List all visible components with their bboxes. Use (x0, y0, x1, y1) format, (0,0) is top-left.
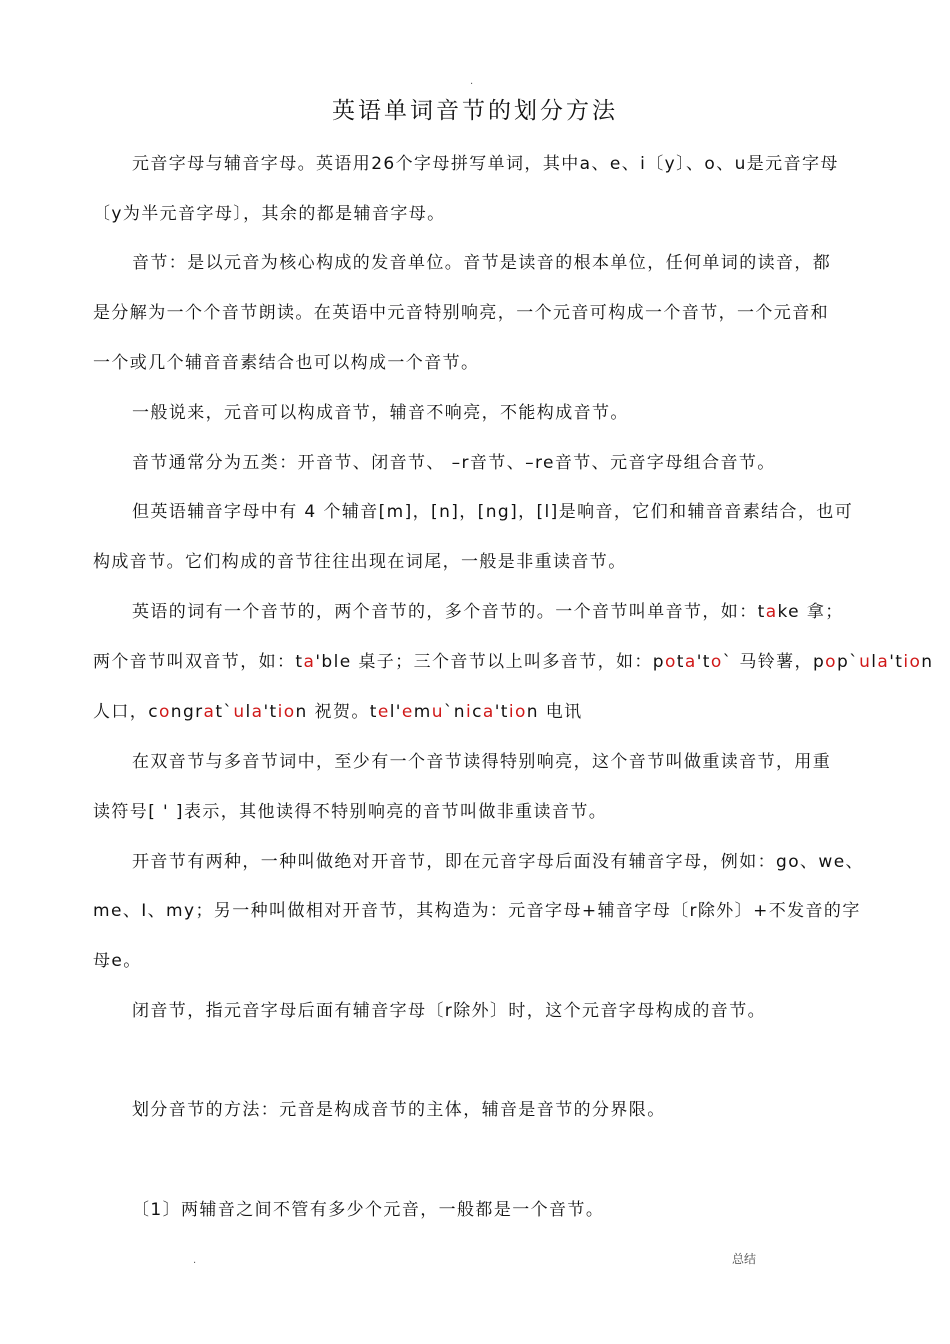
paragraph-line: 母e。 (93, 951, 142, 971)
paragraph-line: 读符号[ ' ]表示，其他读得不特别响亮的音节叫做非重读音节。 (93, 802, 608, 822)
text-run: ` 马铃薯， (722, 652, 813, 672)
paragraph-line: 一般说来，元音可以构成音节，辅音不响亮，不能构成音节。 (132, 403, 629, 423)
example-word-congratulation: congrat`ula'tion (148, 702, 308, 722)
paragraph-line: 闭音节，指元音字母后面有辅音字母〔r除外〕时，这个元音字母构成的音节。 (132, 1001, 766, 1021)
text-run: 电讯 (538, 702, 583, 722)
page-title: 英语单词音节的划分方法 (332, 98, 618, 124)
example-word-telecommunication: tel'emu`nica'tion (369, 702, 539, 722)
text-run: 英语的词有一个音节的，两个音节的，多个音节的。一个音节叫单音节，如： (132, 602, 758, 622)
paragraph-line: 在双音节与多音节词中，至少有一个音节读得特别响亮，这个音节叫做重读音节，用重 (132, 752, 832, 772)
text-run: 桌子；三个音节以上叫多音节，如： (351, 652, 653, 672)
paragraph-line: 但英语辅音字母中有 4 个辅音[m]，[n]，[ng]，[l]是响音，它们和辅音音素结合，也可 (132, 502, 854, 522)
text-run: 人口， (93, 702, 149, 722)
paragraph-line (93, 650, 934, 674)
header-mark: . (470, 76, 474, 87)
text-run: 拿； (800, 602, 844, 622)
paragraph-line: 是分解为一个个音节朗读。在英语中元音特别响亮，一个元音可构成一个音节，一个元音和 (93, 303, 829, 323)
example-word-take: take (757, 602, 801, 622)
paragraph-line (93, 700, 860, 724)
footer-text: 总结 (732, 1252, 757, 1266)
paragraph-line: 〔1〕两辅音之间不管有多少个元音，一般都是一个音节。 (132, 1200, 605, 1220)
text-run: 两个音节叫双音节，如： (93, 652, 296, 672)
paragraph-line: 〔y为半元音字母〕，其余的都是辅音字母。 (93, 204, 446, 224)
paragraph-line: 一个或几个辅音音素结合也可以构成一个音节。 (93, 353, 480, 373)
paragraph-line: 开音节有两种，一种叫做绝对开音节，即在元音字母后面没有辅音字母，例如：go、we、 (132, 852, 864, 872)
paragraph-line: 音节：是以元音为核心构成的发音单位。音节是读音的根本单位，任何单词的读音，都 (132, 253, 832, 273)
example-word-table: ta'ble (295, 652, 352, 672)
text-run: 祝贺。 (307, 702, 370, 722)
paragraph-line: me、I、my；另一种叫做相对开音节，其构造为：元音字母+辅音字母〔r除外〕+不发音的字 (93, 901, 861, 921)
paragraph-line: 构成音节。它们构成的音节往往出现在词尾，一般是非重读音节。 (93, 552, 627, 572)
paragraph-line: 元音字母与辅音字母。英语用26个字母拼写单词，其中a、e、i〔y〕、o、u是元音字母 (132, 154, 839, 174)
paragraph-line: 划分音节的方法：元音是构成音节的主体，辅音是音节的分界限。 (132, 1100, 666, 1120)
paragraph-line: 音节通常分为五类：开音节、闭音节、 –r音节、–re音节、元音字母组合音节。 (132, 453, 776, 473)
vowel-highlight: a (303, 652, 316, 672)
vowel-highlight: a (765, 602, 778, 622)
paragraph-line (132, 600, 860, 624)
footer-mark: . (193, 1255, 197, 1266)
example-word-population: pop`ula'tion (812, 652, 934, 672)
example-word-potato: pota'to (652, 652, 723, 672)
